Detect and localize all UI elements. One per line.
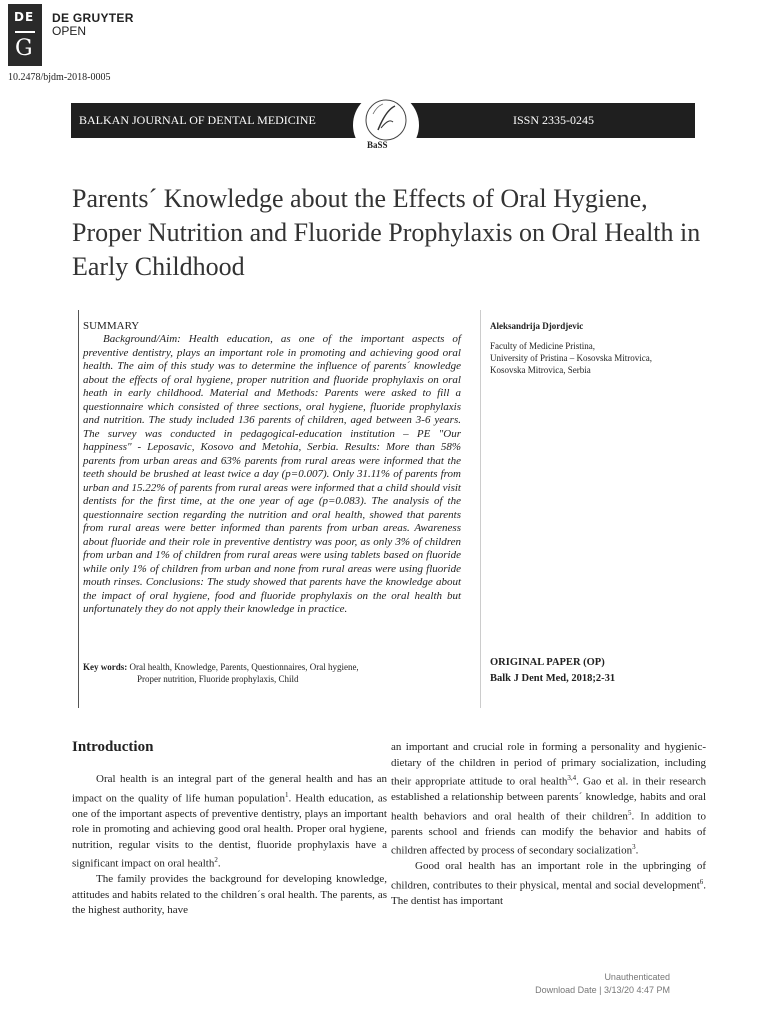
logo-bottom-text: G (15, 36, 33, 61)
paper-type: ORIGINAL PAPER (OP) (490, 657, 605, 668)
paragraph (391, 740, 706, 859)
abstract-border (78, 310, 79, 708)
keywords-line-1: Oral health, Knowledge, Parents, Questionnaires, Oral hygiene, (129, 662, 359, 672)
publisher-subtitle: OPEN (52, 24, 87, 38)
text-run: . In addition to parents school and friends can modify the behavior and habits of children affected by process of secondary socialization (391, 810, 706, 857)
paragraph (391, 859, 706, 909)
footer-status: Unauthenticated (604, 972, 670, 982)
right-column (391, 740, 706, 910)
logo-top-text: DE (14, 10, 35, 24)
text-run: . (635, 844, 639, 857)
section-heading: Introduction (72, 739, 154, 755)
affiliation-line: Kosovska Mitrovica, Serbia (490, 365, 591, 375)
affiliation-line: Faculty of Medicine Pristina, (490, 341, 595, 351)
citation-ref: 6 (699, 877, 704, 886)
text-run: Oral health is an integral part of the general health and has an impact on the quality of life human population (72, 773, 387, 805)
issn: ISSN 2335-0245 (513, 113, 595, 127)
footer-download-date: Download Date | 3/13/20 4:47 PM (535, 985, 670, 995)
citation-ref: 3,4 (567, 774, 577, 782)
text-run: . The dentist has important (391, 879, 706, 908)
text-run: an important and crucial role in forming a personality and hygienic-dietary of the children in period of primary socialization, including their appropriate attitude to oral health (391, 741, 706, 788)
text-run: . (217, 857, 221, 870)
summary-text: Background/Aim: Health education, as one of the important aspects of preventive dentistry, plays an important role in promoting and achieving good oral health. The aim of this study was to determine the influence of parents´ knowledge about the effects of oral hygiene, proper nutrition and fluoride prophylaxis on oral heath in early childhood. Material and Methods: Parents were asked to fill a questionnaire which consisted of three sections, oral hygiene, fluoride prophylaxis and nutrition. The study included 136 parents of children, aged between 3-6 years. The survey was conducted in pedagogical-education institution – PE "Our happiness" - Leposavic, Kosovo and Metohia, Serbia. Results: More than 58% parents from urban areas and 63% parents from rural areas were informed that the teeth should be brushed at least twice a day (p=0.007). Only 31.11% of parents from urban and 15.22% of parents from rural areas were informed that a child should visit dentists for the first time, at the one year of age (p=0.083). The analysis of the questionnaire section regarding the nutrition and oral health, showed that parents from rural areas were better informed than parents from urban areas. Awareness about fluoride and their role in preventive dentistry was poor, as only 3% of children from urban and 1% of children from rural areas were using tablets based on fluoride while only 1% of children from urban and none from rural areas were using fluoride mouth rinses. Conclusions: The study showed that parents have the knowledge about the impact of oral hygiene, food and fluoride prophylaxis on the oral health but unfortunately they do not apply their knowledge in practice. (83, 333, 461, 615)
citation: Balk J Dent Med, 2018;2-31 (490, 673, 616, 684)
citation-ref: 5 (627, 808, 632, 817)
journal-name: BALKAN JOURNAL OF DENTAL MEDICINE (79, 113, 316, 127)
citation-ref: 2 (214, 856, 218, 865)
sidebar-divider (480, 310, 481, 708)
summary-heading: SUMMARY (83, 320, 140, 332)
citation-ref: 1 (285, 790, 289, 799)
keywords (83, 661, 461, 685)
publisher-name (52, 12, 134, 38)
text-run: . Health education, as one of the important aspects of preventive dentistry, plays an important role in promoting and achieving good oral health. Proper oral hygiene, nutrition, regular visits to the dentist, fluoride prophylaxis have a significant impact on oral health (72, 792, 387, 870)
doi: 10.2478/bjdm-2018-0005 (8, 72, 111, 83)
text-run: . Gao et al. in their research established a relationship between parents´ knowledge, habits and oral health behaviors and oral health of their children (391, 775, 706, 823)
logo-divider (15, 31, 35, 33)
author-name: Aleksandrija Djordjevic (490, 321, 584, 331)
left-column (72, 772, 387, 919)
paragraph (72, 772, 387, 872)
paragraph: The family provides the background for developing knowledge, attitudes and habits related to the children´s oral health. The parents, as the highest authority, have (72, 873, 387, 917)
emblem-label: BaSS (367, 140, 388, 150)
citation-ref: 3 (632, 843, 636, 852)
author-affiliation (490, 340, 700, 376)
publisher-title: DE GRUYTER (52, 11, 134, 25)
keywords-label: Key words: (83, 662, 128, 672)
article-title: Parents´ Knowledge about the Effects of Oral Hygiene, Proper Nutrition and Fluoride Prophylaxis on Oral Health in Early Childhood (72, 184, 701, 281)
keywords-line-2: Proper nutrition, Fluoride prophylaxis, Child (137, 674, 299, 684)
affiliation-line: University of Pristina – Kosovska Mitrovica, (490, 353, 652, 363)
publisher-logo (8, 4, 42, 66)
text-run: Good oral health has an important role in the upbringing of children, contributes to their physical, mental and social development (391, 860, 706, 892)
